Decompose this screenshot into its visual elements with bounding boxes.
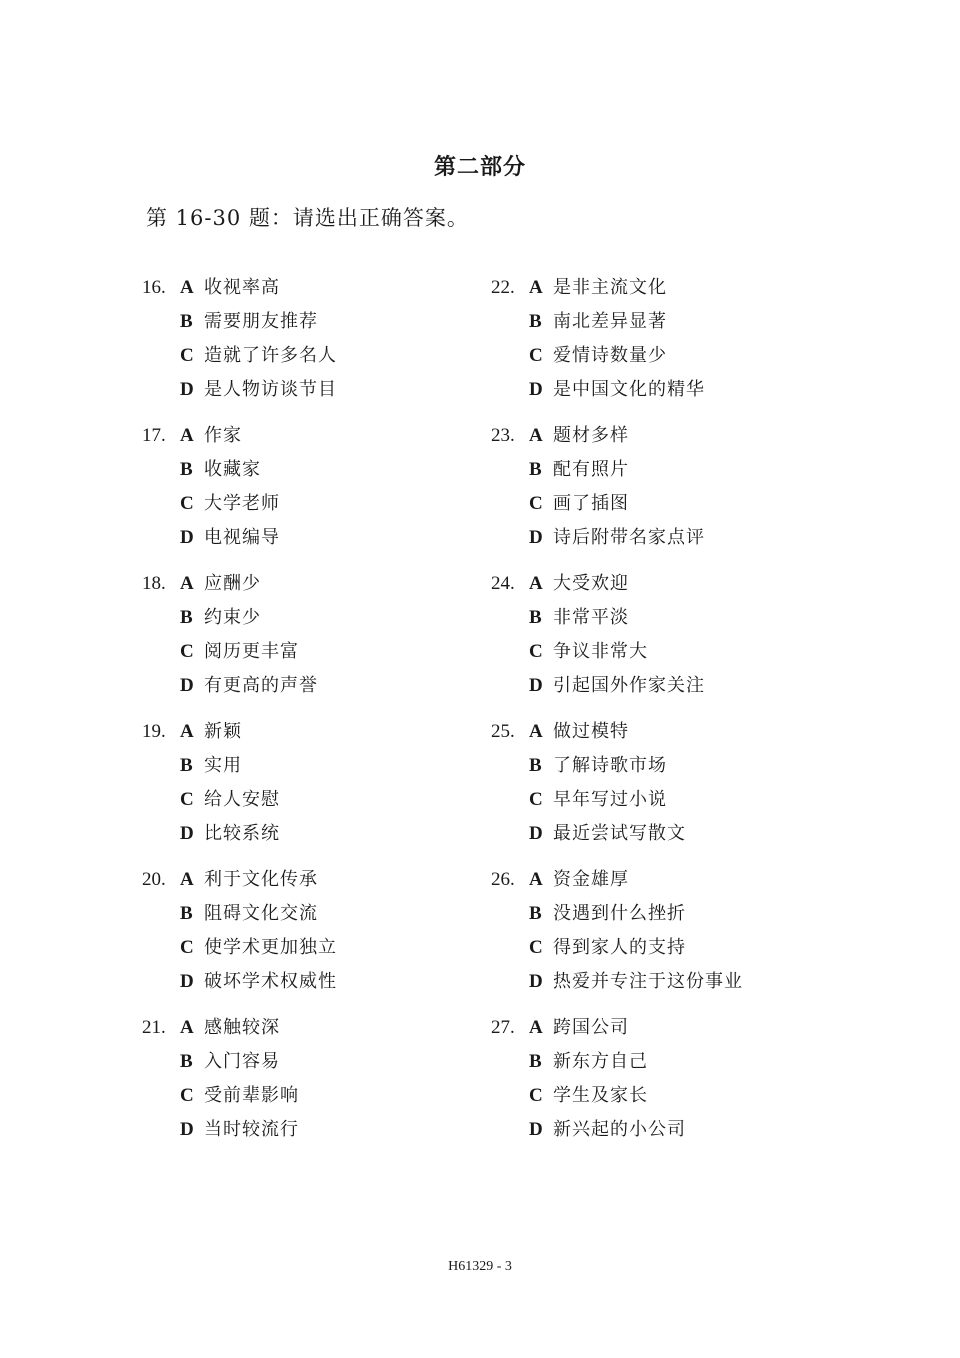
option-letter: D (180, 675, 194, 696)
answer-option (180, 786, 280, 814)
answer-option (529, 638, 648, 666)
answer-option (529, 1116, 686, 1144)
option-text: 入门容易 (204, 1051, 280, 1072)
option-text: 给人安慰 (204, 789, 280, 810)
option-letter: C (529, 493, 543, 514)
answer-option (180, 490, 280, 518)
answer-option (529, 274, 667, 302)
question-number: 19. (142, 721, 166, 742)
option-letter: C (529, 937, 543, 958)
answer-option (180, 866, 318, 894)
option-text: 受前辈影响 (204, 1085, 299, 1106)
answer-option (529, 820, 686, 848)
answer-option (180, 524, 280, 552)
option-text: 约束少 (204, 607, 261, 628)
option-text: 收视率高 (204, 277, 280, 298)
option-text: 最近尝试写散文 (553, 823, 686, 844)
answer-option (180, 1048, 280, 1076)
option-letter: C (529, 345, 543, 366)
option-letter: D (529, 823, 543, 844)
answer-option (529, 968, 743, 996)
question-number: 23. (491, 425, 515, 446)
option-text: 阻碍文化交流 (204, 903, 318, 924)
option-text: 资金雄厚 (553, 869, 629, 890)
option-text: 了解诗歌市场 (553, 755, 667, 776)
answer-option (180, 1014, 280, 1042)
option-text: 早年写过小说 (553, 789, 667, 810)
option-text: 大学老师 (204, 493, 280, 514)
answer-option (529, 900, 686, 928)
option-text: 当时较流行 (204, 1119, 299, 1140)
answer-option (180, 638, 299, 666)
option-letter: C (180, 345, 194, 366)
option-letter: B (180, 607, 193, 628)
answer-option (529, 1082, 648, 1110)
option-letter: B (529, 311, 542, 332)
option-letter: B (180, 1051, 193, 1072)
answer-option (180, 342, 337, 370)
option-letter: A (180, 1017, 194, 1038)
answer-option (180, 672, 318, 700)
option-letter: A (529, 425, 543, 446)
answer-option (529, 308, 667, 336)
option-letter: B (180, 755, 193, 776)
option-text: 得到家人的支持 (553, 937, 686, 958)
option-text: 收藏家 (204, 459, 261, 480)
answer-option (529, 524, 705, 552)
option-text: 比较系统 (204, 823, 280, 844)
option-text: 使学术更加独立 (204, 937, 337, 958)
answer-option (180, 604, 261, 632)
option-letter: B (180, 311, 193, 332)
answer-option (180, 1082, 299, 1110)
answer-option (180, 570, 261, 598)
option-letter: B (529, 1051, 542, 1072)
option-letter: D (529, 1119, 543, 1140)
option-letter: B (180, 903, 193, 924)
option-letter: A (529, 1017, 543, 1038)
answer-option (180, 376, 337, 404)
option-text: 感触较深 (204, 1017, 280, 1038)
option-letter: D (529, 971, 543, 992)
answer-option (529, 342, 667, 370)
answer-option (180, 752, 242, 780)
option-letter: D (180, 971, 194, 992)
option-letter: A (529, 573, 543, 594)
option-letter: D (529, 379, 543, 400)
answer-option (180, 718, 242, 746)
option-text: 作家 (204, 425, 242, 446)
option-text: 热爱并专注于这份事业 (553, 971, 743, 992)
answer-option (529, 718, 629, 746)
answer-option (529, 376, 705, 404)
option-letter: C (529, 789, 543, 810)
option-text: 争议非常大 (553, 641, 648, 662)
option-letter: D (529, 527, 543, 548)
option-text: 应酬少 (204, 573, 261, 594)
answer-option (180, 820, 280, 848)
option-letter: B (529, 755, 542, 776)
answer-option (180, 1116, 299, 1144)
option-text: 爱情诗数量少 (553, 345, 667, 366)
answer-option (529, 456, 629, 484)
option-text: 破坏学术权威性 (204, 971, 337, 992)
question-number: 16. (142, 277, 166, 298)
option-letter: D (180, 527, 194, 548)
option-text: 新兴起的小公司 (553, 1119, 686, 1140)
option-letter: B (529, 903, 542, 924)
option-letter: C (529, 641, 543, 662)
answer-option (180, 968, 337, 996)
question-number: 22. (491, 277, 515, 298)
option-text: 诗后附带名家点评 (553, 527, 705, 548)
option-text: 做过模特 (553, 721, 629, 742)
option-letter: C (529, 1085, 543, 1106)
option-text: 南北差异显著 (553, 311, 667, 332)
answer-option (529, 934, 686, 962)
answer-option (529, 570, 629, 598)
answer-option (180, 422, 242, 450)
option-letter: A (529, 721, 543, 742)
page-footer: H61329 - 3 (448, 1259, 512, 1274)
option-letter: A (180, 425, 194, 446)
option-letter: A (180, 869, 194, 890)
option-text: 阅历更丰富 (204, 641, 299, 662)
answer-option (529, 866, 629, 894)
option-text: 引起国外作家关注 (553, 675, 705, 696)
option-text: 题材多样 (553, 425, 629, 446)
answer-option (529, 752, 667, 780)
option-text: 跨国公司 (553, 1017, 629, 1038)
option-text: 利于文化传承 (204, 869, 318, 890)
option-letter: D (180, 823, 194, 844)
question-number: 17. (142, 425, 166, 446)
option-text: 是中国文化的精华 (553, 379, 705, 400)
option-text: 有更高的声誉 (204, 675, 318, 696)
option-letter: C (180, 937, 194, 958)
answer-option (180, 456, 261, 484)
option-text: 是人物访谈节目 (204, 379, 337, 400)
option-letter: B (529, 459, 542, 480)
option-text: 画了插图 (553, 493, 629, 514)
question-number: 27. (491, 1017, 515, 1038)
option-letter: C (180, 493, 194, 514)
answer-option (180, 274, 280, 302)
answer-option (180, 308, 318, 336)
option-text: 非常平淡 (553, 607, 629, 628)
option-letter: D (529, 675, 543, 696)
option-letter: C (180, 1085, 194, 1106)
question-number: 21. (142, 1017, 166, 1038)
answer-option (180, 934, 337, 962)
option-text: 大受欢迎 (553, 573, 629, 594)
answer-option (529, 422, 629, 450)
option-letter: C (180, 641, 194, 662)
option-letter: D (180, 1119, 194, 1140)
option-text: 造就了许多名人 (204, 345, 337, 366)
option-text: 需要朋友推荐 (204, 311, 318, 332)
answer-option (180, 900, 318, 928)
section-title: 第二部分 (433, 155, 526, 180)
option-text: 新颖 (204, 721, 242, 742)
option-letter: A (180, 721, 194, 742)
option-letter: B (529, 607, 542, 628)
answer-option (529, 604, 629, 632)
option-letter: A (529, 277, 543, 298)
option-letter: A (180, 573, 194, 594)
option-text: 新东方自己 (553, 1051, 648, 1072)
question-number: 20. (142, 869, 166, 890)
option-text: 学生及家长 (553, 1085, 648, 1106)
option-text: 实用 (204, 755, 242, 776)
question-number: 26. (491, 869, 515, 890)
option-letter: D (180, 379, 194, 400)
instructions: 第 16-30 题：请选出正确答案。 (146, 206, 469, 230)
option-letter: A (529, 869, 543, 890)
option-letter: A (180, 277, 194, 298)
option-letter: C (180, 789, 194, 810)
option-text: 是非主流文化 (553, 277, 667, 298)
answer-option (529, 1048, 648, 1076)
option-letter: B (180, 459, 193, 480)
answer-option (529, 672, 705, 700)
question-number: 18. (142, 573, 166, 594)
answer-option (529, 786, 667, 814)
answer-option (529, 1014, 629, 1042)
option-text: 没遇到什么挫折 (553, 903, 686, 924)
option-text: 配有照片 (553, 459, 629, 480)
question-number: 24. (491, 573, 515, 594)
answer-option (529, 490, 629, 518)
question-number: 25. (491, 721, 515, 742)
option-text: 电视编导 (204, 527, 280, 548)
